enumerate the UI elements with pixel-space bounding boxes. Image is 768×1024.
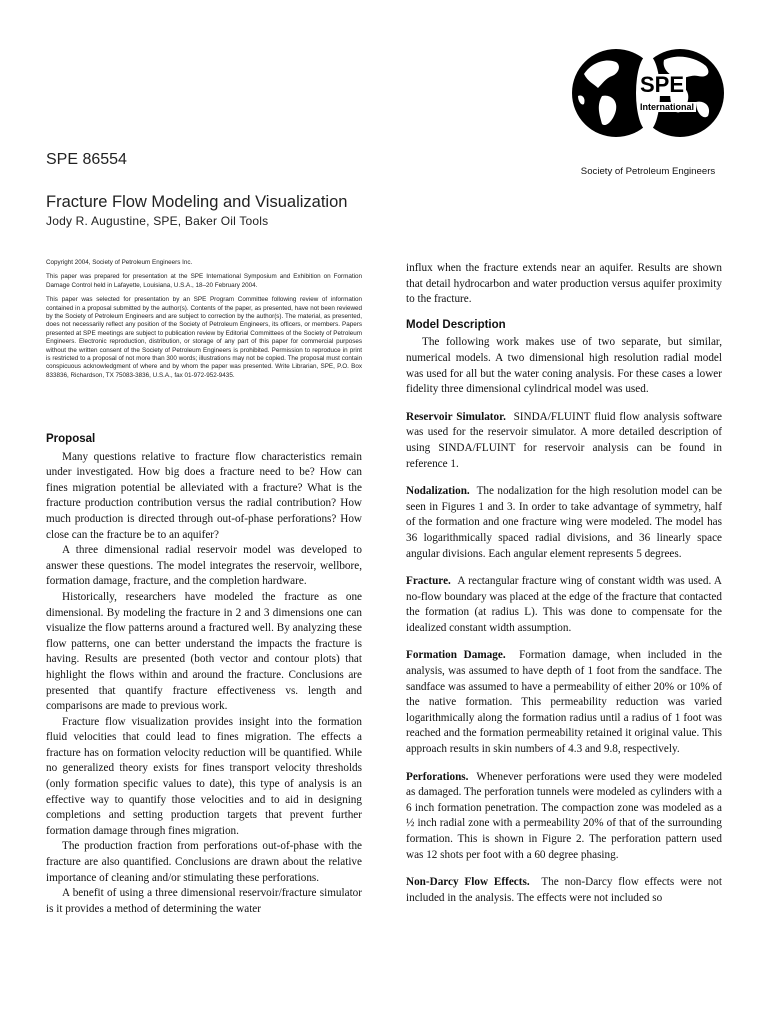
left-column	[46, 432, 362, 917]
paragraph: A three dimensional radial reservoir model was developed to answer these questions. The model integrates the reservoir, wellbore, formation damage, fracture, and the completion hardware.	[46, 544, 362, 588]
copyright-line: Copyright 2004, Society of Petroleum Engineers Inc.	[46, 259, 193, 266]
run-in-heading: Fracture.	[406, 575, 451, 588]
paragraph: Historically, researchers have modeled the fracture as one dimensional. By modeling the fracture in 2 and 3 dimensions one can visualize the flow patterns around a fractured well. By analyzing these flow patterns, one can better understand the impacts the fracture is having. Results are presented (both vector and contour plots) that highlight the flows within and around the fracture. Conclusions are presented that quantify fracture effectiveness vs. length and comparisons are made to previous work.	[46, 590, 362, 713]
paragraph: A benefit of using a three dimensional reservoir/fracture simulator is it provides a method of determining the water	[46, 887, 362, 915]
section-heading-model-description: Model Description	[406, 318, 506, 331]
run-in-heading: Formation Damage.	[406, 649, 506, 662]
paragraph-text: The nodalization for the high resolution model can be seen in Figures 1 and 3. In order to take advantage of symmetry, half of the formation and one fracture wing were modeled. The model has 36 logarithmically spaced radial divisions, and 36 linearly space angular divisions. Each angular element represents 5 degrees.	[406, 485, 722, 560]
run-in-heading: Nodalization.	[406, 485, 470, 498]
paragraph-text: Whenever perforations were used they were modeled as damaged. The perforation tunnels were modeled as cylinders with a 6 inch formation penetration. The compaction zone was modeled as a ½ inch radial zone with a permeability 20% of that of the surrounding formation. This is shown in Figure 2. The perforation pattern used was 12 shots per foot with a 60 degree phasing.	[406, 770, 723, 861]
selection-note: This paper was selected for presentation by an SPE Program Committee following review of information contained in a proposal submitted by the author(s). Contents of the paper, as presented, have not been reviewed by the Society of Petroleum Engineers and are subject to correction by the author(s). The material, as presented, does not necessarily reflect any position of the Society of Petroleum Engineers, its officers, or members. Papers presented at SPE meetings are subject to publication review by Editorial Committees of the Society of Petroleum Engineers. Electronic reproduction, distribution, or storage of any part of this paper for commercial purposes without the written consent of the Society of Petroleum Engineers is prohibited. Permission to reproduce in print is restricted to a proposal of not more than 300 words; illustrations may not be copied. The proposal must contain conspicuous acknowledgment of where and by whom the paper was presented. Write Librarian, SPE, P.O. Box 833836, Richardson, TX 75083-3836, U.S.A., fax 01-972-952-9435.	[46, 296, 362, 379]
subsection-reservoir	[406, 410, 722, 472]
paper-authors: Jody R. Augustine, SPE, Baker Oil Tools	[46, 214, 269, 228]
paragraph: The production fraction from perforations out-of-phase with the fracture are also quantified. Conclusions are drawn about the relative importance of cleaning and/or stimulating these perforations.	[46, 840, 362, 884]
right-column	[406, 261, 722, 906]
paragraph-text: SINDA/FLUINT fluid flow analysis software was used for the reservoir simulator. A more detailed description of using SINDA/FLUINT for reservoir analysis can be found in reference 1.	[406, 410, 723, 470]
copyright-block	[46, 259, 362, 380]
section-heading-proposal: Proposal	[46, 433, 96, 445]
subsection-non-darcy	[406, 875, 722, 906]
logo-org-name: Society of Petroleum Engineers	[580, 166, 716, 177]
paper-title: Fracture Flow Modeling and Visualization	[46, 193, 348, 211]
logo-badge: SPE	[640, 72, 685, 97]
subsection-perforations	[406, 770, 722, 864]
subsection-formation-damage	[406, 648, 722, 757]
run-in-heading: Non-Darcy Flow Effects.	[406, 876, 530, 889]
prepared-note: This paper was prepared for presentation at the SPE International Symposium and Exhibition on Formation Damage Control held in Lafayette, Louisiana, U.S.A., 18–20 February 2004.	[46, 273, 362, 289]
paragraph-text: A rectangular fracture wing of constant width was used. A no-flow boundary was placed at the edge of the fracture that contacted the formation (at radius L). This was done to compensate for the idealized constant width assumption.	[406, 575, 723, 634]
paragraph-text: The non-Darcy flow effects were not included in the analysis. The effects were not included so	[406, 876, 722, 904]
paragraph: influx when the fracture extends near an aquifer. Results are shown that detail hydrocarbon and water production versus aquifer proximity to the fracture.	[406, 262, 722, 306]
paragraph: The following work makes use of two separate, but similar, numerical models. A two dimensional high resolution radial model was used for all but the water coning analysis. For these cases a lower fidelity three dimensional cylindrical model was used.	[406, 336, 722, 396]
run-in-heading: Perforations.	[406, 770, 469, 783]
paragraph: Many questions relative to fracture flow characteristics remain under investigated. How big does a fracture need to be? How can fines migration potential be alleviated with a fracture? What is the fracture production contribution versus the radial contribution? How much production is directed through out-of-phase perforations? How close can the fracture be to an aquifer?	[46, 450, 362, 541]
subsection-nodalization	[406, 484, 722, 562]
paragraph-text: Formation damage, when included in the analysis, was assumed to have depth of 1 foot from the sandface. The sandface was assumed to have a permeability of either 20% or 10% of the native formation. This permeability reduction was varied logarithmically along the formation radius until a radius of 1 foot was reached and the formation permeability retained it original value. This approach results in skin numbers of 4.3 and 9.8, respectively.	[406, 649, 723, 756]
subsection-fracture	[406, 574, 722, 636]
paper-number: SPE 86554	[46, 151, 127, 168]
logo-badge-sub: International	[640, 102, 695, 112]
run-in-heading: Reservoir Simulator.	[406, 410, 506, 423]
spe-logo	[572, 44, 724, 177]
paragraph: Fracture flow visualization provides insight into the formation fluid velocities that could lead to fines migration. The effects a fracture has on formation velocity reduction will be quantified. While no generalized theory exists for fines transport velocity thresholds (only formation specific values to date), this type of analysis is an effective way to quantify those velocities and to aid in designing completions and setting production targets that prevent further formation damage through fines migration.	[46, 715, 362, 837]
